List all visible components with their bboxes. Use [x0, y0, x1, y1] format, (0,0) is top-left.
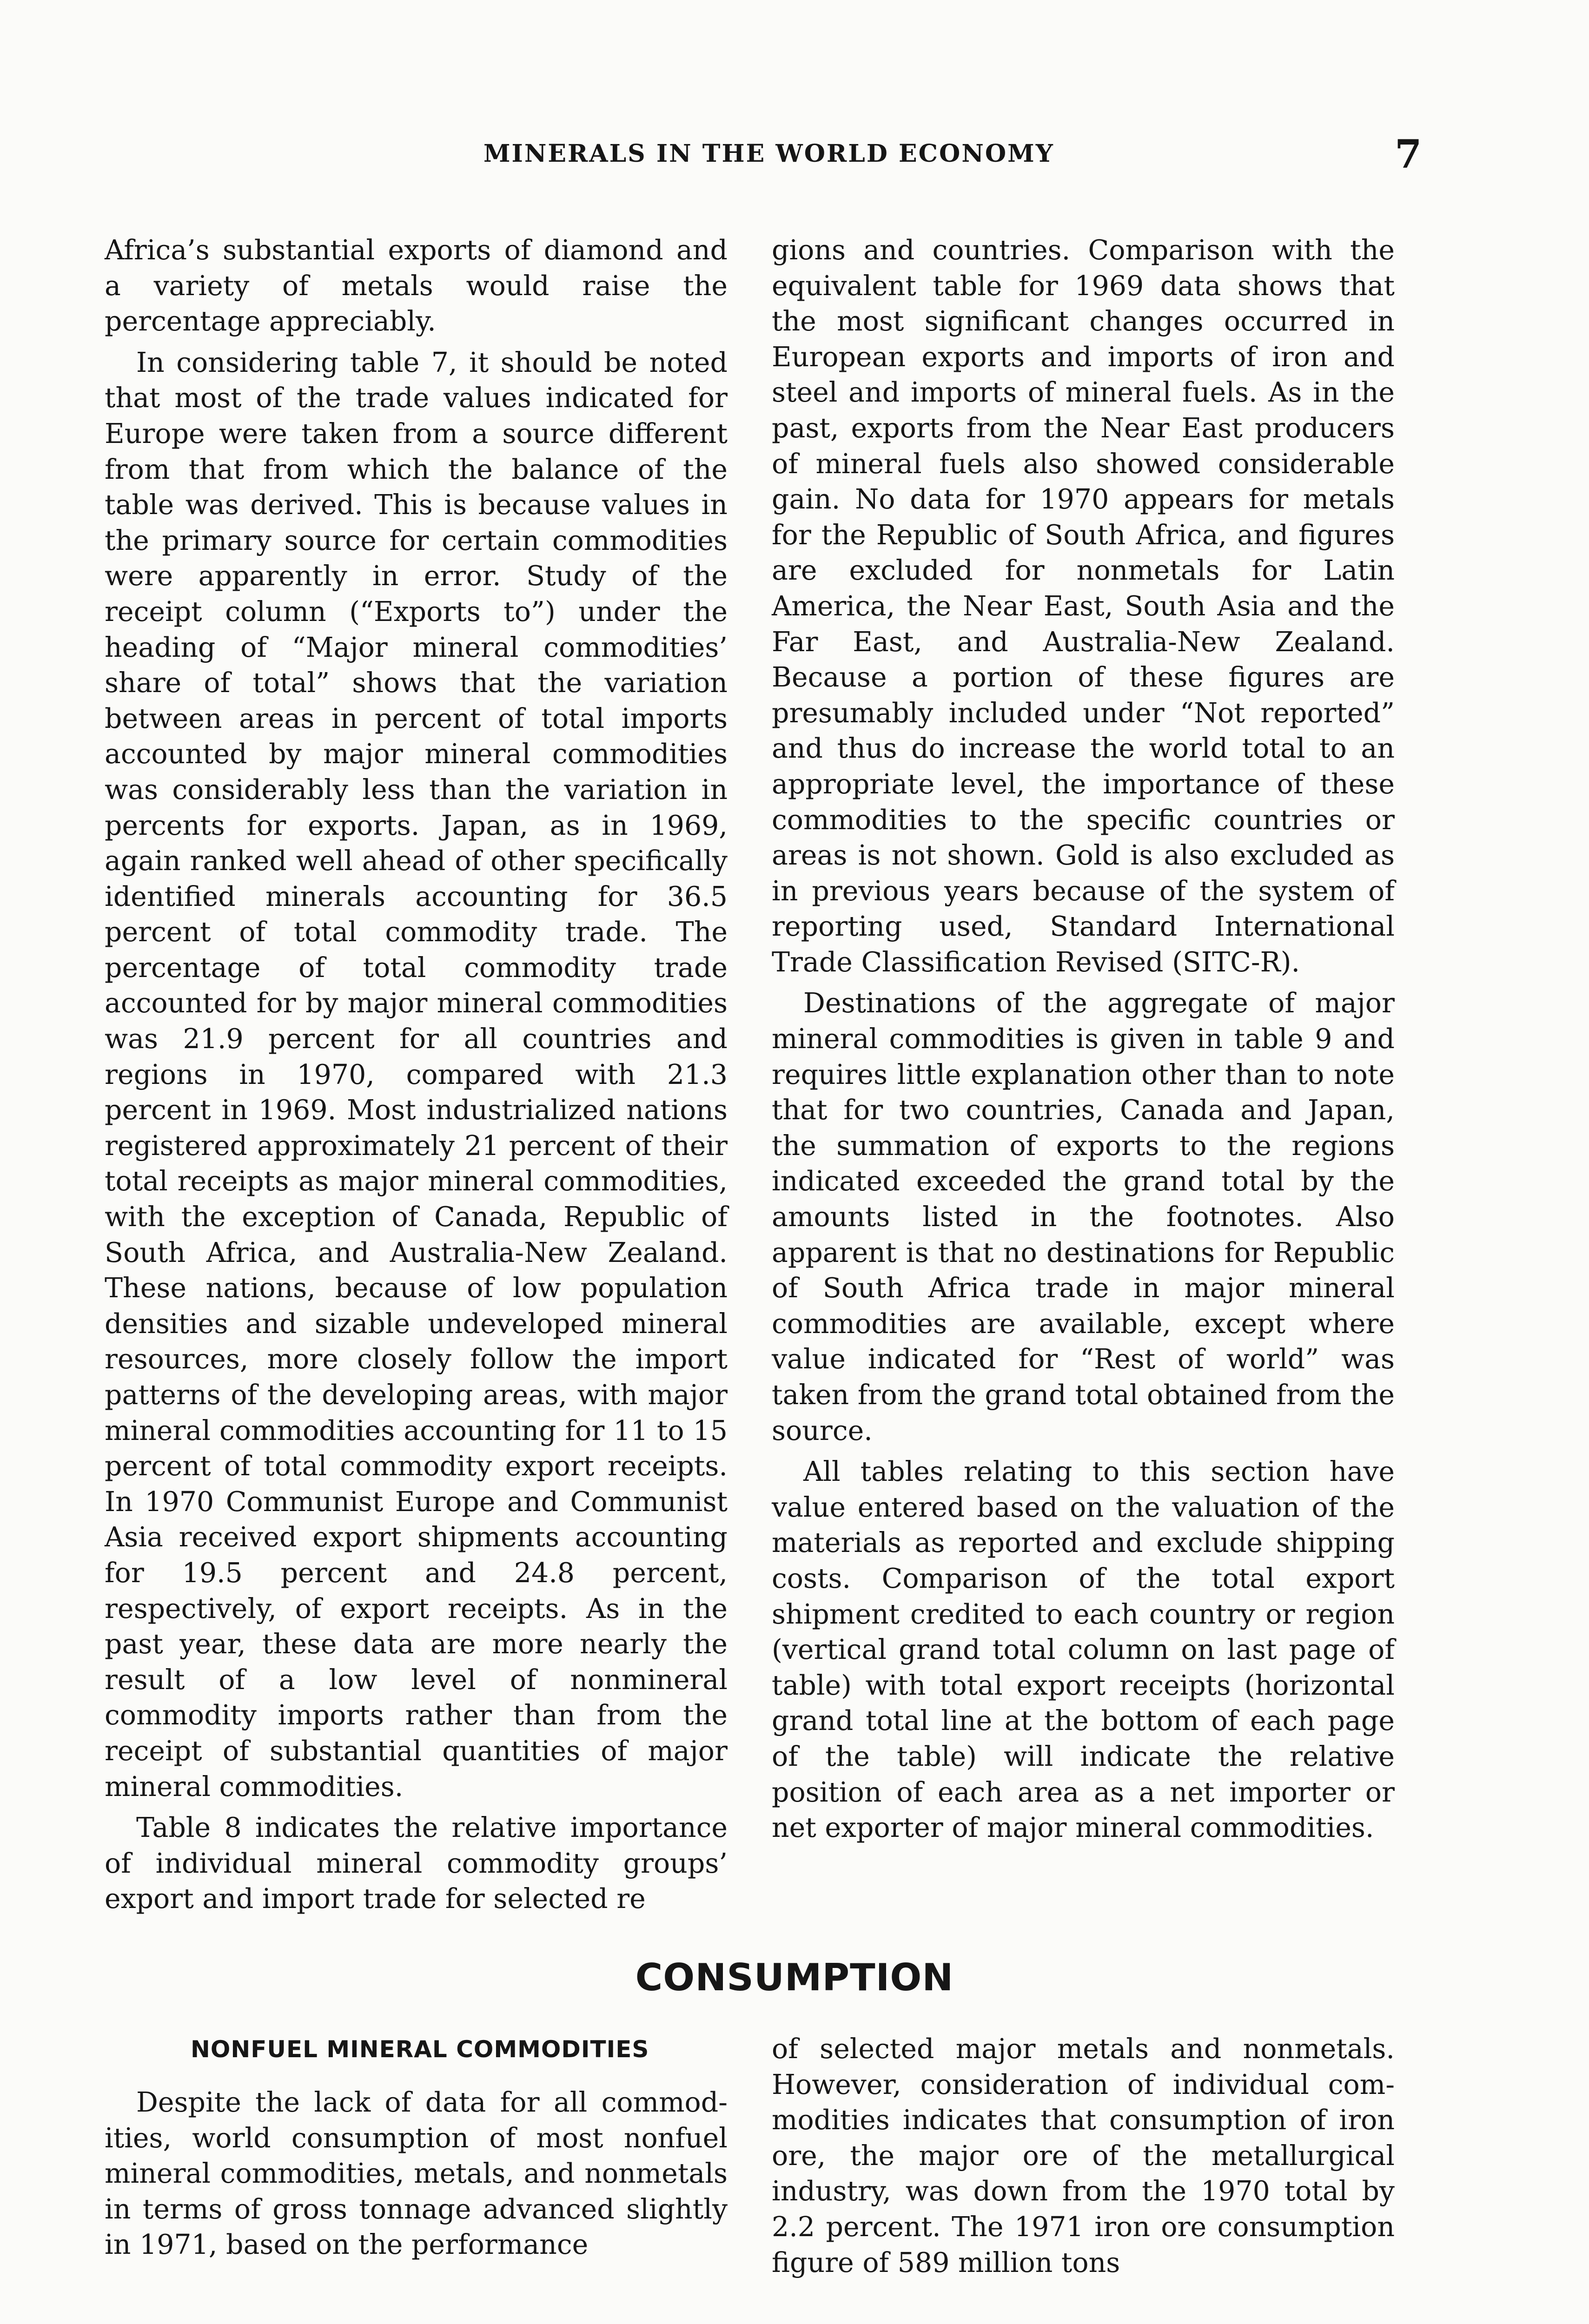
running-head: MINERALS IN THE WORLD ECONOMY	[483, 139, 1054, 168]
paragraph: In considering table 7, it should be noted that most of the trade values indicated for Europe were taken from a source different from that from which the balance of the table was derived. This is because values in the primary source for certain commodities were apparently in error. Study of the receipt column (“Exports to”) under the heading of “Major mineral commodities’ share of total” shows that the variation between areas in percent of total imports accounted by major mineral commodities was considerably less than the variation in percents for exports. Japan, as in 1969, again ranked well ahead of other specifically identified minerals accounting for 36.5 percent of total commodity trade. The percentage of total commodity trade accounted for by major mineral commodities was 21.9 percent for all countries and regions in 1970, compared with 21.3 percent in 1969. Most industrialized nations registered approximately 21 percent of their total receipts as major mineral commodities, with the exception of Canada, Republic of South Africa, and Australia-New Zealand. These nations, because of low population densities and sizable undeveloped mineral resources, more closely follow the import patterns of the developing areas, with major mineral commodities accounting for 11 to 15 percent of total commodity export receipts. In 1970 Communist Europe and Communist Asia received export shipments accounting for 19.5 percent and 24.8 percent, respectively, of export receipts. As in the past year, these data are more nearly the result of a low level of nonmineral commodity imports rather than from the receipt of substantial quantities of major mineral commodities.	[105, 346, 728, 1802]
paragraph: Destinations of the aggregate of major mineral commodities is given in table 9 and requires little explanation other than to note that for two countries, Canada and Japan, the summation of exports to the regions indicated exceeded the grand total by the amounts listed in the footnotes. Also apparent is that no destinations for Republic of South Africa trade in major mineral commodities are available, except where value indicated for “Rest of world” was taken from the grand total obtained from the source.	[772, 987, 1395, 1446]
top-left-column	[105, 232, 728, 1917]
paragraph: Africa’s substantial exports of diamond and a variety of metals would raise the percentage appreciably.	[105, 234, 728, 337]
paragraph: Table 8 indicates the relative importance of individual mineral commodity groups’ export and import trade for selected re	[105, 1812, 728, 1915]
bottom-left-column	[105, 2085, 728, 2263]
paragraph: All tables relating to this section have value entered based on the valuation of the materials as reported and exclude shipping costs. Comparison of the total export shipment credited to each country or region (vertical grand total column on last page of table) with total export receipts (horizontal grand total line at the bottom of each page of the table) will indicate the relative position of each area as a net importer or net exporter of major mineral commodities.	[772, 1456, 1395, 1844]
paragraph: gions and countries. Comparison with the equivalent table for 1969 data shows that the most significant changes occurred in European exports and imports of iron and steel and imports of mineral fuels. As in the past, exports from the Near East producers of mineral fuels also showed considerable gain. No data for 1970 appears for metals for the Republic of South Africa, and figures are excluded for nonmetals for Latin America, the Near East, South Asia and the Far East, and Australia-New Zealand. Because a portion of these figures are presumably included under “Not reported” and thus do increase the world total to an appropriate level, the importance of these commodities to the specific countries or areas is not shown. Gold is also excluded as in previous years because of the system of reporting used, Standard International Trade Classification Revised (SITC-R).	[772, 234, 1395, 978]
subheading-nonfuel: NONFUEL MINERAL COMMODITIES	[191, 2036, 649, 2063]
paragraph: Despite the lack of data for all commodities, world consumption of most nonfuel mineral commodities, metals, and nonmetals in terms of gross tonnage advanced slightly in 1971, based on the performance	[105, 2086, 728, 2261]
bottom-right-column	[772, 2031, 1395, 2280]
paragraph: of selected major metals and nonmetals. However, consideration of individual commodities indicates that consumption of iron ore, the major ore of the metallurgical industry, was down from the 1970 total by 2.2 percent. The 1971 iron ore consumption figure of 589 million tons	[772, 2033, 1395, 2278]
page-number: 7	[1395, 131, 1422, 177]
top-right-column	[772, 232, 1395, 1846]
section-heading-consumption: CONSUMPTION	[635, 1956, 954, 1999]
